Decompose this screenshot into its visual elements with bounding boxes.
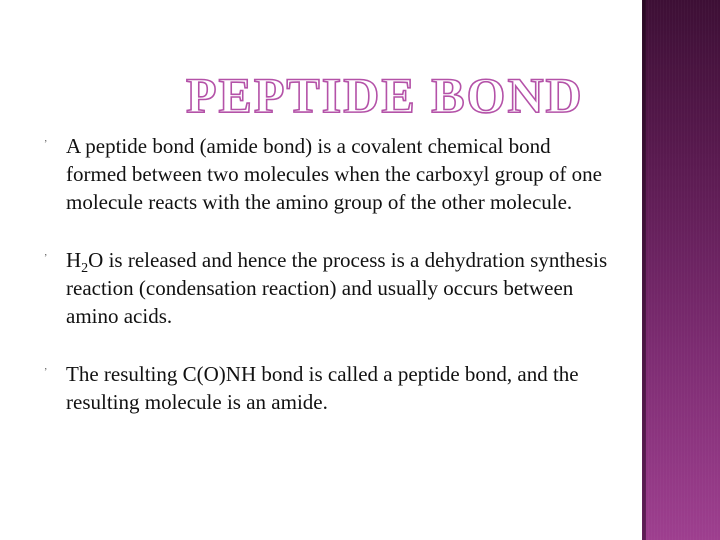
bullet-text-post: O is released and hence the process is a dehydration synthesis reaction (condensation reaction) and usually occurs between amino acids. [66, 248, 608, 328]
bullet-icon: ’ [44, 253, 48, 264]
bullet-icon: ’ [44, 367, 48, 378]
bullet-icon: ’ [44, 139, 48, 150]
bullet-text: A peptide bond (amide bond) is a covalent chemical bond formed between two molecules when the carboxyl group of one molecule reacts with the amino group of the other molecule. [66, 134, 602, 214]
bullet-text: The resulting C(O)NH bond is called a peptide bond, and the resulting molecule is an amide. [66, 362, 579, 414]
bullet-text [66, 246, 614, 330]
bullet-text-subscript: 2 [81, 261, 89, 277]
decorative-side-band [642, 0, 720, 540]
slide-title: PEPTIDE BOND [186, 67, 584, 123]
list-item [44, 132, 614, 216]
list-item [44, 246, 614, 330]
list-item [44, 360, 614, 416]
bullet-text-pre: H [66, 248, 82, 272]
bullet-list [44, 132, 614, 446]
